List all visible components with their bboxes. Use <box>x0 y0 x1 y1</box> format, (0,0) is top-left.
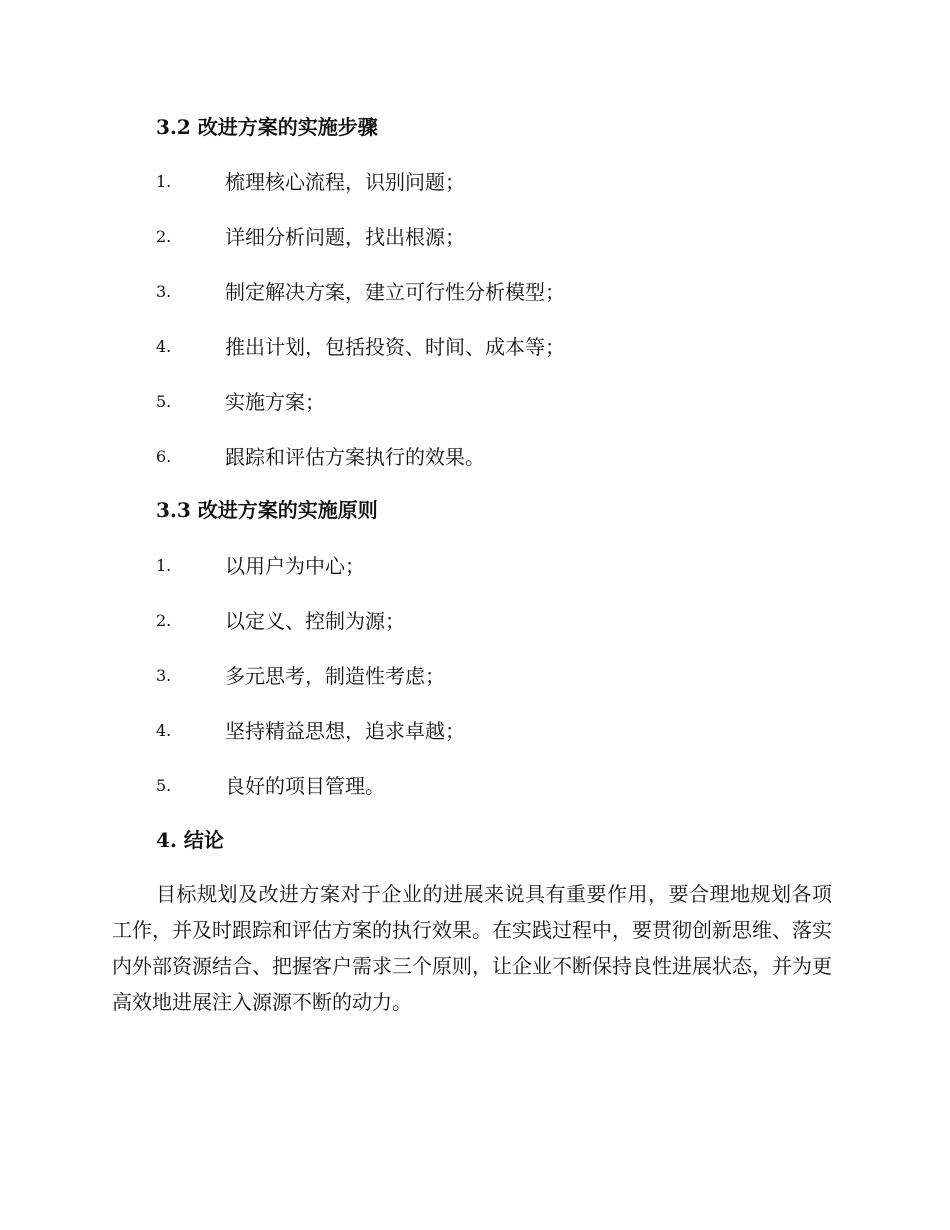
list-text: 制定解决方案，建立可行性分析模型； <box>225 280 565 304</box>
list-number: 5. <box>156 776 172 795</box>
list-number: 3. <box>156 282 172 301</box>
section-heading-3-2: 3.2 改进方案的实施步骤 <box>156 115 378 139</box>
list-text: 详细分析问题，找出根源； <box>225 225 465 249</box>
list-text: 梳理核心流程，识别问题； <box>225 170 465 194</box>
list-number: 1. <box>156 172 172 191</box>
list-text: 推出计划，包括投资、时间、成本等； <box>225 335 565 359</box>
list-text: 跟踪和评估方案执行的效果。 <box>225 445 485 469</box>
section-heading-3-3: 3.3 改进方案的实施原则 <box>156 498 378 522</box>
list-number: 4. <box>156 721 172 740</box>
list-number: 2. <box>156 611 172 630</box>
list-number: 3. <box>156 666 172 685</box>
conclusion-paragraph: 目标规划及改进方案对于企业的进展来说具有重要作用，要合理地规划各项工作，并及时跟踪和评估方案的执行效果。在实践过程中，要贯彻创新思维、落实内外部资源结合、把握客户需求三个原则，让企业不断保持良性进展状态，并为更高效地进展注入源源不断的动力。 <box>112 882 832 1014</box>
list-text: 以用户为中心； <box>225 554 365 578</box>
list-text: 以定义、控制为源； <box>225 609 405 633</box>
list-number: 1. <box>156 556 172 575</box>
list-number: 5. <box>156 392 172 411</box>
list-number: 2. <box>156 227 172 246</box>
list-text: 多元思考，制造性考虑； <box>225 664 445 688</box>
list-text: 良好的项目管理。 <box>225 774 385 798</box>
list-number: 6. <box>156 447 172 466</box>
list-text: 实施方案； <box>225 390 325 414</box>
list-text: 坚持精益思想，追求卓越； <box>225 719 465 743</box>
section-heading-4: 4. 结论 <box>156 828 224 852</box>
list-number: 4. <box>156 337 172 356</box>
